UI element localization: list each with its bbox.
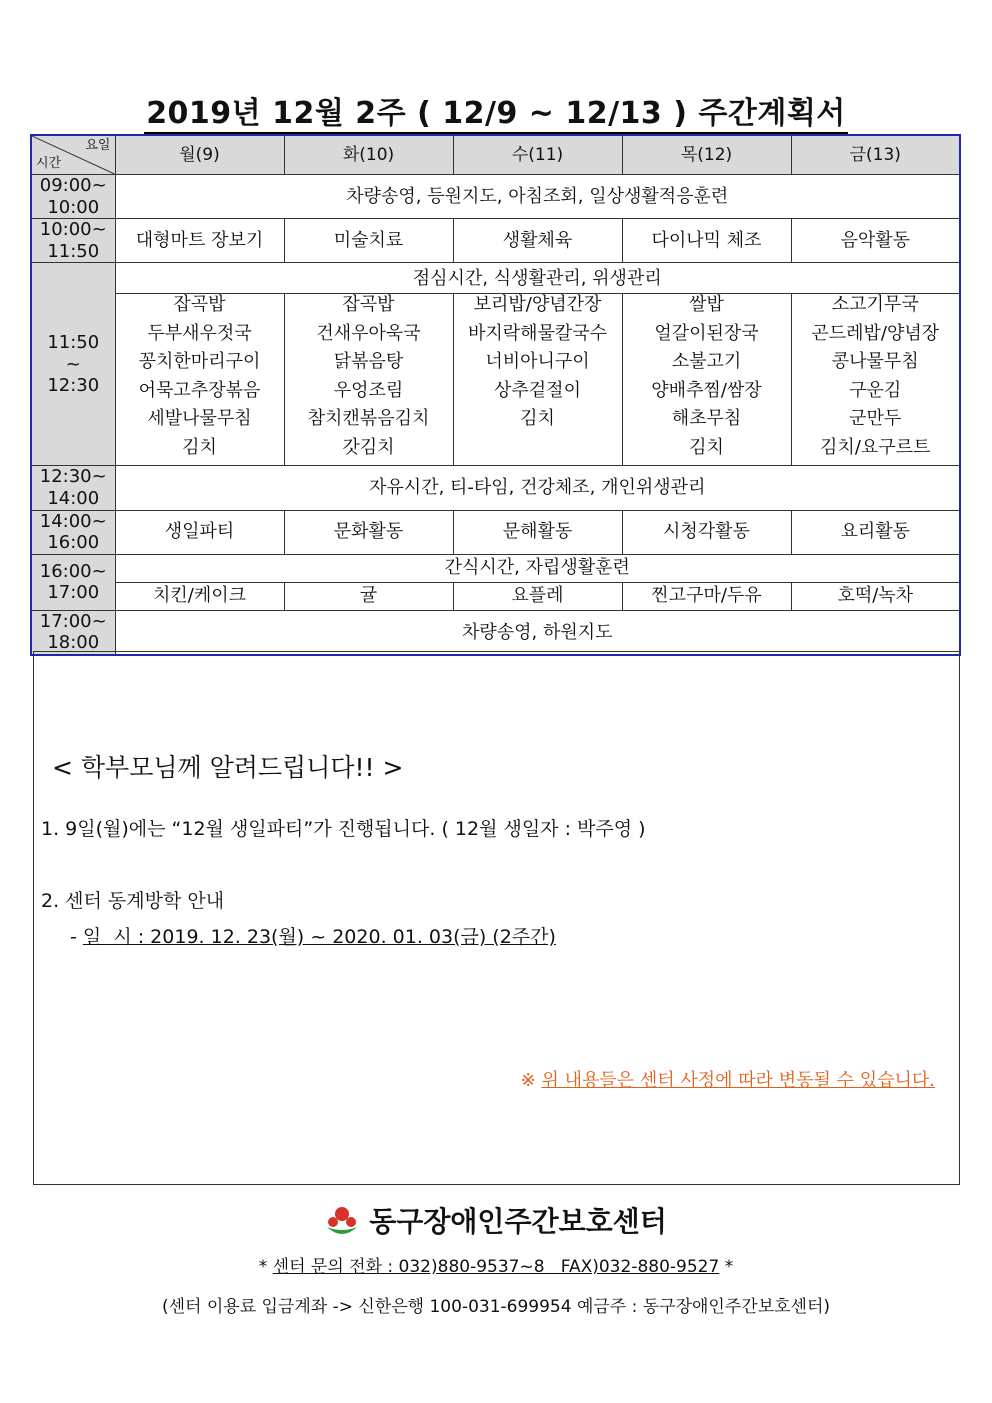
day-header-mon: 월(9) — [115, 135, 284, 175]
activity-cell-thu: 다이나믹 체조 — [622, 219, 791, 263]
activity-cell: 자유시간, 티-타임, 건강체조, 개인위생관리 — [115, 466, 960, 510]
time-cell: 11:50 ~ 12:30 — [31, 263, 115, 466]
time-cell: 14:00~ 16:00 — [31, 510, 115, 554]
time-cell: 16:00~ 17:00 — [31, 554, 115, 610]
snack-cell-mon: 치킨/케이크 — [115, 582, 284, 610]
activity-cell-thu: 시청각활동 — [622, 510, 791, 554]
activity-cell-wed: 생활체육 — [453, 219, 622, 263]
weekly-plan-table — [30, 134, 961, 656]
page-title: 2019년 12월 2주 ( 12/9 ~ 12/13 ) 주간계획서 — [0, 88, 992, 132]
corner-day-label: 요일 — [85, 138, 111, 153]
table-row — [31, 510, 960, 554]
snack-cell-thu: 찐고구마/두유 — [622, 582, 791, 610]
lunch-menu-wed: 보리밥/양념간장 바지락해물칼국수 너비아니구이 상추겉절이 김치 — [453, 294, 622, 466]
activity-cell-fri: 음악활동 — [791, 219, 960, 263]
table-row — [31, 554, 960, 582]
notice-box — [33, 651, 960, 1185]
snack-cell-tue: 귤 — [284, 582, 453, 610]
account-line: (센터 이용료 입금계좌 -> 신한은행 100-031-699954 예금주 : 동구장애인주간보호센터) — [161, 1297, 831, 1317]
table-row — [31, 263, 960, 294]
notice-warning: ※ 위 내용들은 센터 사정에 따라 변동될 수 있습니다. — [520, 1070, 935, 1091]
center-logo-icon — [325, 1203, 359, 1237]
activity-cell-mon: 생일파티 — [115, 510, 284, 554]
notice-heading: < 학부모님께 알려드립니다!! > — [52, 753, 404, 782]
activity-cell: 차량송영, 등원지도, 아침조회, 일상생활적응훈련 — [115, 175, 960, 219]
day-header-thu: 목(12) — [622, 135, 791, 175]
activity-cell: 차량송영, 하원지도 — [115, 610, 960, 655]
activity-cell-tue: 문화활동 — [284, 510, 453, 554]
notice-item-2: 2. 센터 동계방학 안내 — [41, 890, 225, 912]
corner-time-label: 시간 — [36, 156, 62, 172]
contact-line: * 센터 문의 전화 : 032)880-9537~8 FAX)032-880-9527 * — [258, 1257, 734, 1277]
header-row — [31, 135, 960, 175]
activity-cell-tue: 미술치료 — [284, 219, 453, 263]
lunch-menu-fri: 소고기무국 곤드레밥/양념장 콩나물무침 구운김 군만두 김치/요구르트 — [791, 294, 960, 466]
time-cell: 17:00~ 18:00 — [31, 610, 115, 655]
table-row — [31, 466, 960, 510]
snack-cell-wed: 요플레 — [453, 582, 622, 610]
table-row — [31, 294, 960, 466]
lunch-menu-mon: 잡곡밥 두부새우젓국 꽁치한마리구이 어묵고추장볶음 세발나물무침 김치 — [115, 294, 284, 466]
day-header-wed: 수(11) — [453, 135, 622, 175]
corner-cell — [31, 135, 115, 175]
activity-cell-mon: 대형마트 장보기 — [115, 219, 284, 263]
table-row — [31, 175, 960, 219]
activity-cell-wed: 문해활동 — [453, 510, 622, 554]
time-cell: 10:00~ 11:50 — [31, 219, 115, 263]
activity-cell: 간식시간, 자립생활훈련 — [115, 554, 960, 582]
day-header-tue: 화(10) — [284, 135, 453, 175]
day-header-fri: 금(13) — [791, 135, 960, 175]
lunch-menu-thu: 쌀밥 얼갈이된장국 소불고기 양배추찜/쌈장 해초무침 김치 — [622, 294, 791, 466]
table-row — [31, 219, 960, 263]
snack-cell-fri: 호떡/녹차 — [791, 582, 960, 610]
time-cell: 09:00~ 10:00 — [31, 175, 115, 219]
lunch-menu-tue: 잡곡밥 건새우아욱국 닭볶음탕 우엉조림 참치캔볶음김치 갓김치 — [284, 294, 453, 466]
notice-item-1: 1. 9일(월)에는 “12월 생일파티”가 진행됩니다. ( 12월 생일자 : 박주영 ) — [41, 818, 646, 840]
table-row — [31, 582, 960, 610]
notice-item-2-detail: - 일 시 : 2019. 12. 23(월) ~ 2020. 01. 03(금) (2주간) — [70, 926, 556, 948]
activity-cell: 점심시간, 식생활관리, 위생관리 — [115, 263, 960, 294]
center-name: 동구장애인주간보호센터 — [0, 1200, 992, 1240]
time-cell: 12:30~ 14:00 — [31, 466, 115, 510]
activity-cell-fri: 요리활동 — [791, 510, 960, 554]
table-row — [31, 610, 960, 655]
